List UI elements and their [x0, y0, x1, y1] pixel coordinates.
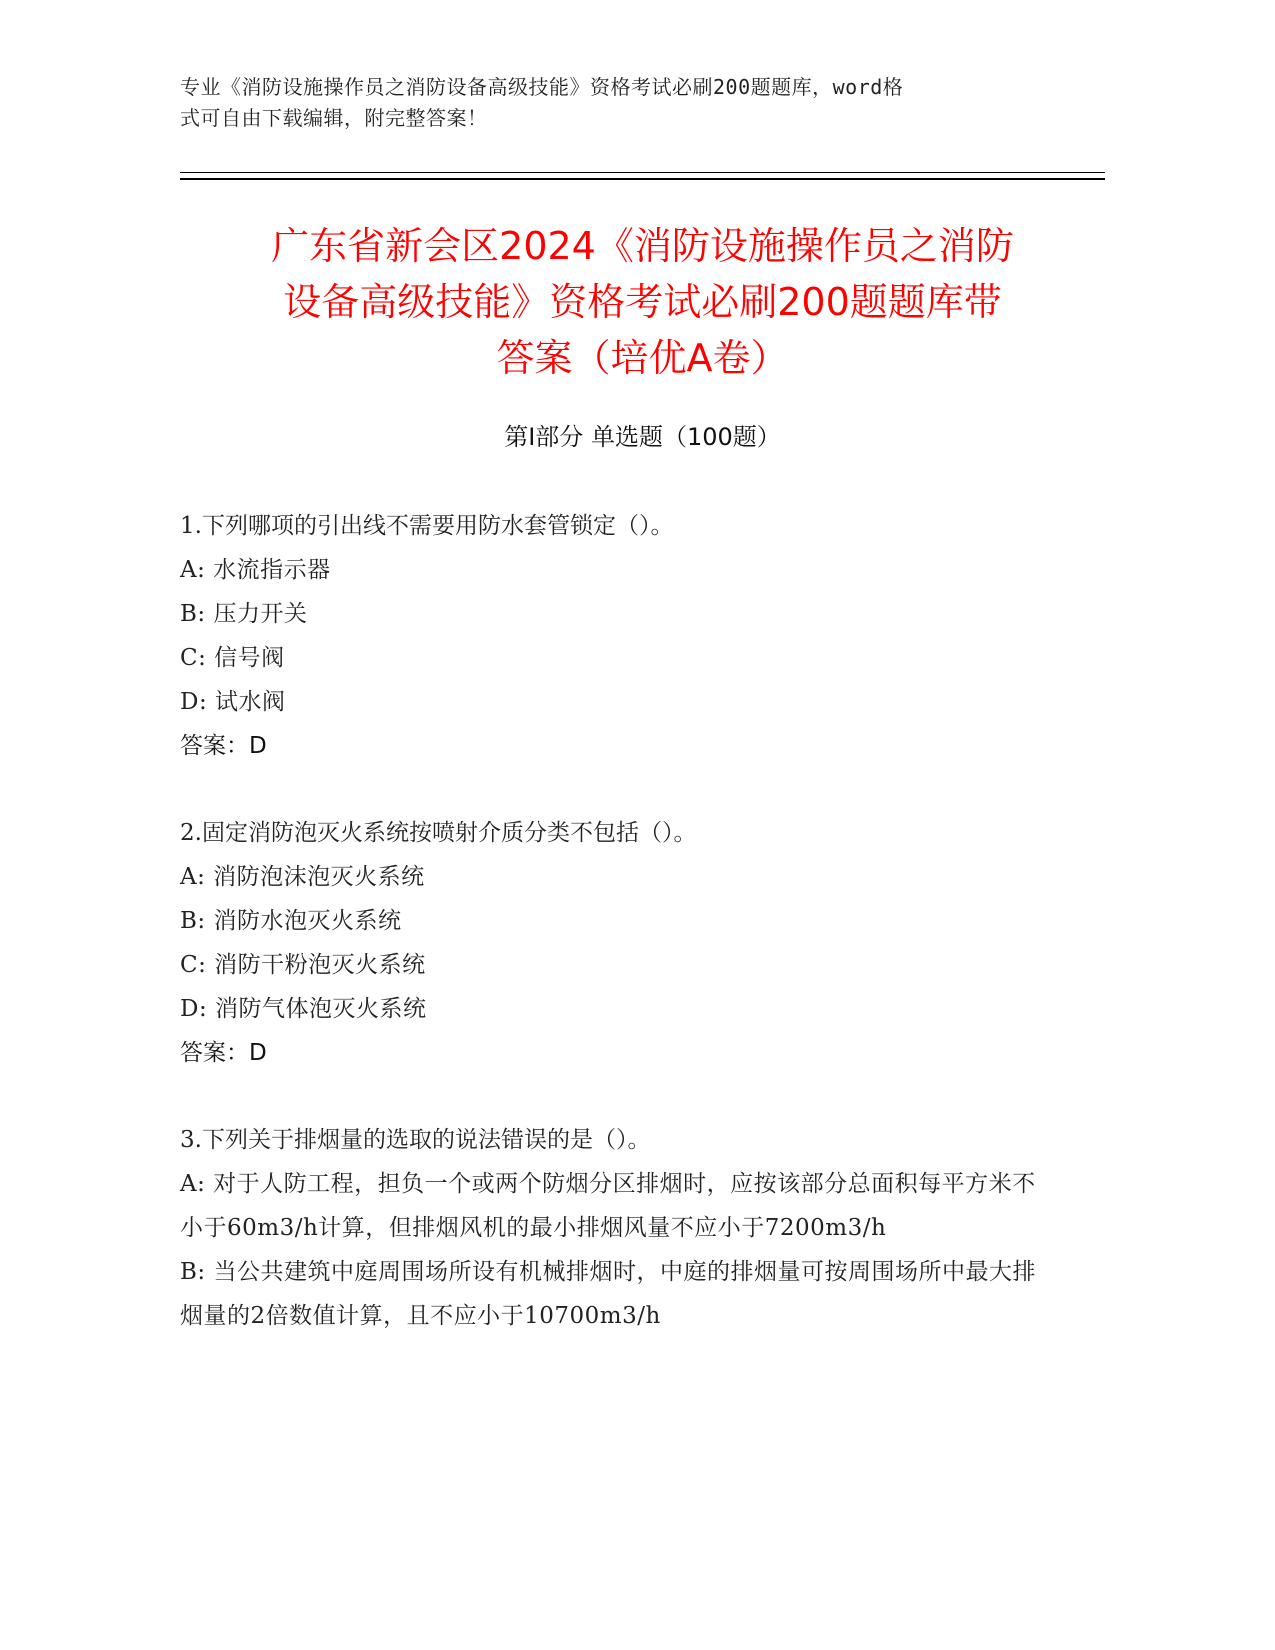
option-d: D: 消防气体泡灭火系统 — [180, 996, 427, 1022]
option-c: C: 信号阀 — [180, 645, 285, 671]
answer: 答案：D — [180, 1040, 267, 1066]
option-a: A: 对于人防工程，担负一个或两个防烟分区排烟时，应按该部分总面积每平方米不小于60m3/h计算，但排烟风机的最小排烟风量不应小于7200m3/h — [180, 1171, 1036, 1241]
document-title-line-1: 广东省新会区2024《消防设施操作员之消防 — [271, 224, 1014, 268]
question-stem: 1.下列哪项的引出线不需要用防水套管锁定（）。 — [180, 513, 674, 539]
option-b: B: 消防水泡灭火系统 — [180, 908, 402, 934]
header-note — [180, 72, 1060, 134]
header-note-line-2: 式可自由下载编辑，附完整答案！ — [180, 106, 488, 130]
option-a: A: 水流指示器 — [180, 557, 331, 583]
question-1 — [180, 504, 1050, 768]
answer: 答案：D — [180, 733, 267, 759]
document-title-line-2: 设备高级技能》资格考试必刷200题题库带 — [283, 280, 1002, 324]
section-title: 第I部分 单选题（100题） — [504, 423, 781, 451]
question-3 — [180, 1118, 1050, 1338]
question-stem: 2.固定消防泡灭火系统按喷射介质分类不包括（）。 — [180, 820, 697, 846]
document-title — [180, 218, 1105, 386]
header-note-line-1: 专业《消防设施操作员之消防设备高级技能》资格考试必刷200题题库，word格 — [180, 75, 904, 99]
question-2 — [180, 811, 1050, 1075]
question-stem: 3.下列关于排烟量的选取的说法错误的是（）。 — [180, 1127, 651, 1153]
option-b: B: 当公共建筑中庭周围场所设有机械排烟时，中庭的排烟量可按周围场所中最大排烟量的2倍数值计算，且不应小于10700m3/h — [180, 1259, 1036, 1329]
option-a: A: 消防泡沫泡灭火系统 — [180, 864, 425, 890]
header-rule-thin — [180, 172, 1105, 173]
question-list — [180, 504, 1050, 1381]
document-title-line-3: 答案（培优A卷） — [496, 336, 789, 380]
option-d: D: 试水阀 — [180, 689, 286, 715]
header-rule-thick — [180, 178, 1105, 180]
option-b: B: 压力开关 — [180, 601, 308, 627]
option-c: C: 消防干粉泡灭火系统 — [180, 952, 426, 978]
